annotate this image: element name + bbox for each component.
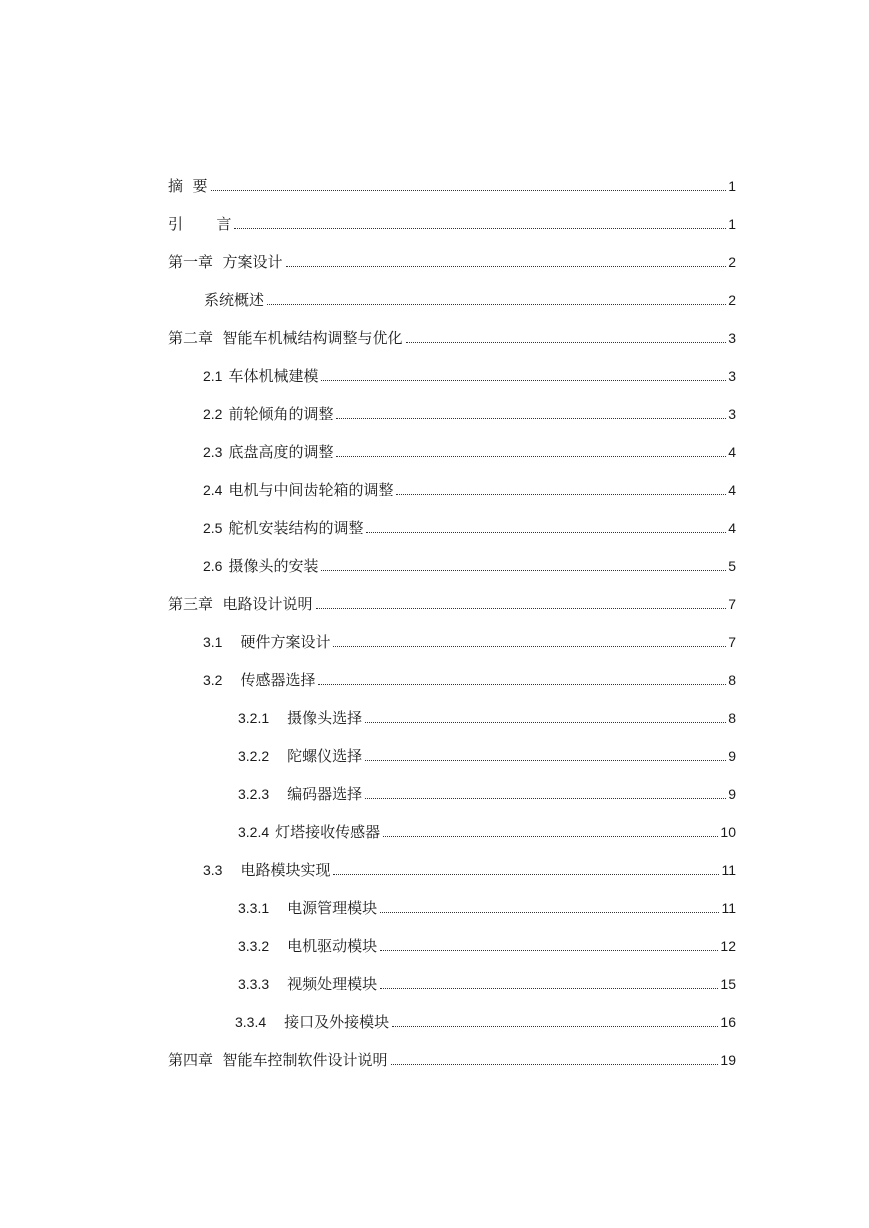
toc-entry-chapter-2[interactable] — [168, 324, 736, 348]
toc-entry-3-1[interactable] — [203, 628, 736, 652]
toc-entry-page: 1 — [728, 178, 736, 194]
toc-entry-page: 9 — [728, 748, 736, 764]
toc-entry-system-overview[interactable] — [204, 286, 736, 310]
toc-entry-number: 3.2.3 — [238, 786, 270, 802]
toc-entry-title: 灯塔接收传感器 — [275, 823, 381, 841]
dot-leader — [234, 227, 726, 229]
dot-leader — [316, 607, 727, 609]
toc-entry-2-5[interactable] — [203, 514, 736, 538]
toc-entry-page: 8 — [728, 672, 736, 688]
toc-entry-number: 2.4 — [203, 482, 223, 498]
toc-entry-page: 8 — [728, 710, 736, 726]
toc-entry-page: 2 — [728, 292, 736, 308]
toc-entry-title: 电源管理模块 — [287, 899, 378, 917]
toc-entry-title: 视频处理模块 — [287, 975, 378, 993]
toc-entry-title: 前轮倾角的调整 — [228, 405, 334, 423]
toc-entry-number: 3.1 — [203, 634, 223, 650]
toc-entry-title: 摄像头选择 — [287, 709, 363, 727]
dot-leader — [333, 645, 726, 647]
toc-entry-title: 电路模块实现 — [240, 861, 331, 879]
toc-entry-2-4[interactable] — [203, 476, 736, 500]
toc-entry-number: 3.2.1 — [238, 710, 270, 726]
dot-leader — [380, 911, 719, 913]
toc-entry-number: 2.5 — [203, 520, 223, 536]
toc-entry-title: 底盘高度的调整 — [228, 443, 334, 461]
toc-entry-page: 11 — [721, 862, 736, 878]
toc-entry-number: 3.2 — [203, 672, 223, 688]
dot-leader — [286, 265, 727, 267]
dot-leader — [336, 417, 726, 419]
toc-entry-3-2-4[interactable] — [238, 818, 736, 842]
toc-entry-title: 第二章 智能车机械结构调整与优化 — [168, 329, 403, 347]
toc-entry-page: 3 — [728, 406, 736, 422]
toc-entry-page: 9 — [728, 786, 736, 802]
toc-entry-page: 15 — [720, 976, 736, 992]
toc-entry-number: 3.3.3 — [238, 976, 270, 992]
dot-leader — [396, 493, 726, 495]
toc-entry-title: 第三章 电路设计说明 — [168, 595, 313, 613]
toc-entry-number: 2.1 — [203, 368, 223, 384]
toc-entry-title: 车体机械建模 — [228, 367, 319, 385]
dot-leader — [365, 721, 726, 723]
dot-leader — [392, 1025, 718, 1027]
toc-entry-abstract[interactable] — [168, 172, 736, 196]
dot-leader — [333, 873, 719, 875]
toc-entry-page: 2 — [728, 254, 736, 270]
dot-leader — [366, 531, 726, 533]
toc-entry-title: 舵机安装结构的调整 — [228, 519, 364, 537]
dot-leader — [336, 455, 726, 457]
toc-entry-title: 编码器选择 — [287, 785, 363, 803]
toc-entry-number: 3.2.4 — [238, 824, 270, 840]
dot-leader — [391, 1063, 719, 1065]
dot-leader — [380, 949, 718, 951]
toc-entry-3-2-2[interactable] — [238, 742, 736, 766]
toc-entry-2-6[interactable] — [203, 552, 736, 576]
toc-entry-number: 3.3.4 — [235, 1014, 267, 1030]
toc-entry-page: 7 — [728, 596, 736, 612]
toc-entry-number: 2.2 — [203, 406, 223, 422]
toc-entry-number: 3.3 — [203, 862, 223, 878]
toc-entry-page: 11 — [721, 900, 736, 916]
toc-entry-3-3[interactable] — [203, 856, 736, 880]
toc-entry-title: 系统概述 — [204, 291, 265, 309]
toc-entry-3-3-2[interactable] — [238, 932, 736, 956]
toc-entry-3-3-4[interactable] — [235, 1008, 736, 1032]
toc-entry-title: 摄像头的安装 — [228, 557, 319, 575]
dot-leader — [406, 341, 727, 343]
toc-entry-page: 12 — [720, 938, 736, 954]
toc-entry-3-3-1[interactable] — [238, 894, 736, 918]
toc-entry-title: 引 言 — [168, 215, 232, 233]
toc-entry-2-2[interactable] — [203, 400, 736, 424]
toc-entry-title: 陀螺仪选择 — [287, 747, 363, 765]
toc-entry-number: 3.3.2 — [238, 938, 270, 954]
toc-entry-title: 电机与中间齿轮箱的调整 — [228, 481, 394, 499]
dot-leader — [365, 797, 726, 799]
toc-entry-title: 摘 要 — [168, 177, 208, 195]
toc-entry-title: 接口及外接模块 — [284, 1013, 390, 1031]
dot-leader — [267, 303, 726, 305]
toc-entry-3-3-3[interactable] — [238, 970, 736, 994]
toc-entry-title: 硬件方案设计 — [240, 633, 331, 651]
toc-entry-page: 5 — [728, 558, 736, 574]
toc-entry-chapter-3[interactable] — [168, 590, 736, 614]
toc-entry-title: 传感器选择 — [240, 671, 316, 689]
toc-entry-chapter-4[interactable] — [168, 1046, 736, 1070]
toc-entry-3-2-1[interactable] — [238, 704, 736, 728]
toc-entry-3-2-3[interactable] — [238, 780, 736, 804]
dot-leader — [321, 569, 726, 571]
dot-leader — [383, 835, 718, 837]
toc-entry-number: 3.3.1 — [238, 900, 270, 916]
toc-entry-page: 4 — [728, 482, 736, 498]
dot-leader — [211, 189, 727, 191]
toc-entry-page: 19 — [720, 1052, 736, 1068]
toc-entry-2-3[interactable] — [203, 438, 736, 462]
toc-entry-title: 第四章 智能车控制软件设计说明 — [168, 1051, 388, 1069]
toc-entry-page: 3 — [728, 368, 736, 384]
dot-leader — [318, 683, 726, 685]
toc-entry-number: 2.3 — [203, 444, 223, 460]
toc-entry-title: 电机驱动模块 — [287, 937, 378, 955]
toc-entry-page: 16 — [720, 1014, 736, 1030]
toc-entry-page: 1 — [728, 216, 736, 232]
toc-entry-page: 4 — [728, 444, 736, 460]
toc-entry-3-2[interactable] — [203, 666, 736, 690]
toc-entry-introduction[interactable] — [168, 210, 736, 234]
dot-leader — [380, 987, 718, 989]
toc-entry-chapter-1[interactable] — [168, 248, 736, 272]
toc-entry-number: 3.2.2 — [238, 748, 270, 764]
toc-entry-page: 10 — [720, 824, 736, 840]
dot-leader — [321, 379, 726, 381]
toc-entry-page: 4 — [728, 520, 736, 536]
dot-leader — [365, 759, 726, 761]
toc-entry-page: 7 — [728, 634, 736, 650]
toc-entry-number: 2.6 — [203, 558, 223, 574]
toc-entry-page: 3 — [728, 330, 736, 346]
toc-entry-2-1[interactable] — [203, 362, 736, 386]
toc-entry-title: 第一章 方案设计 — [168, 253, 283, 271]
